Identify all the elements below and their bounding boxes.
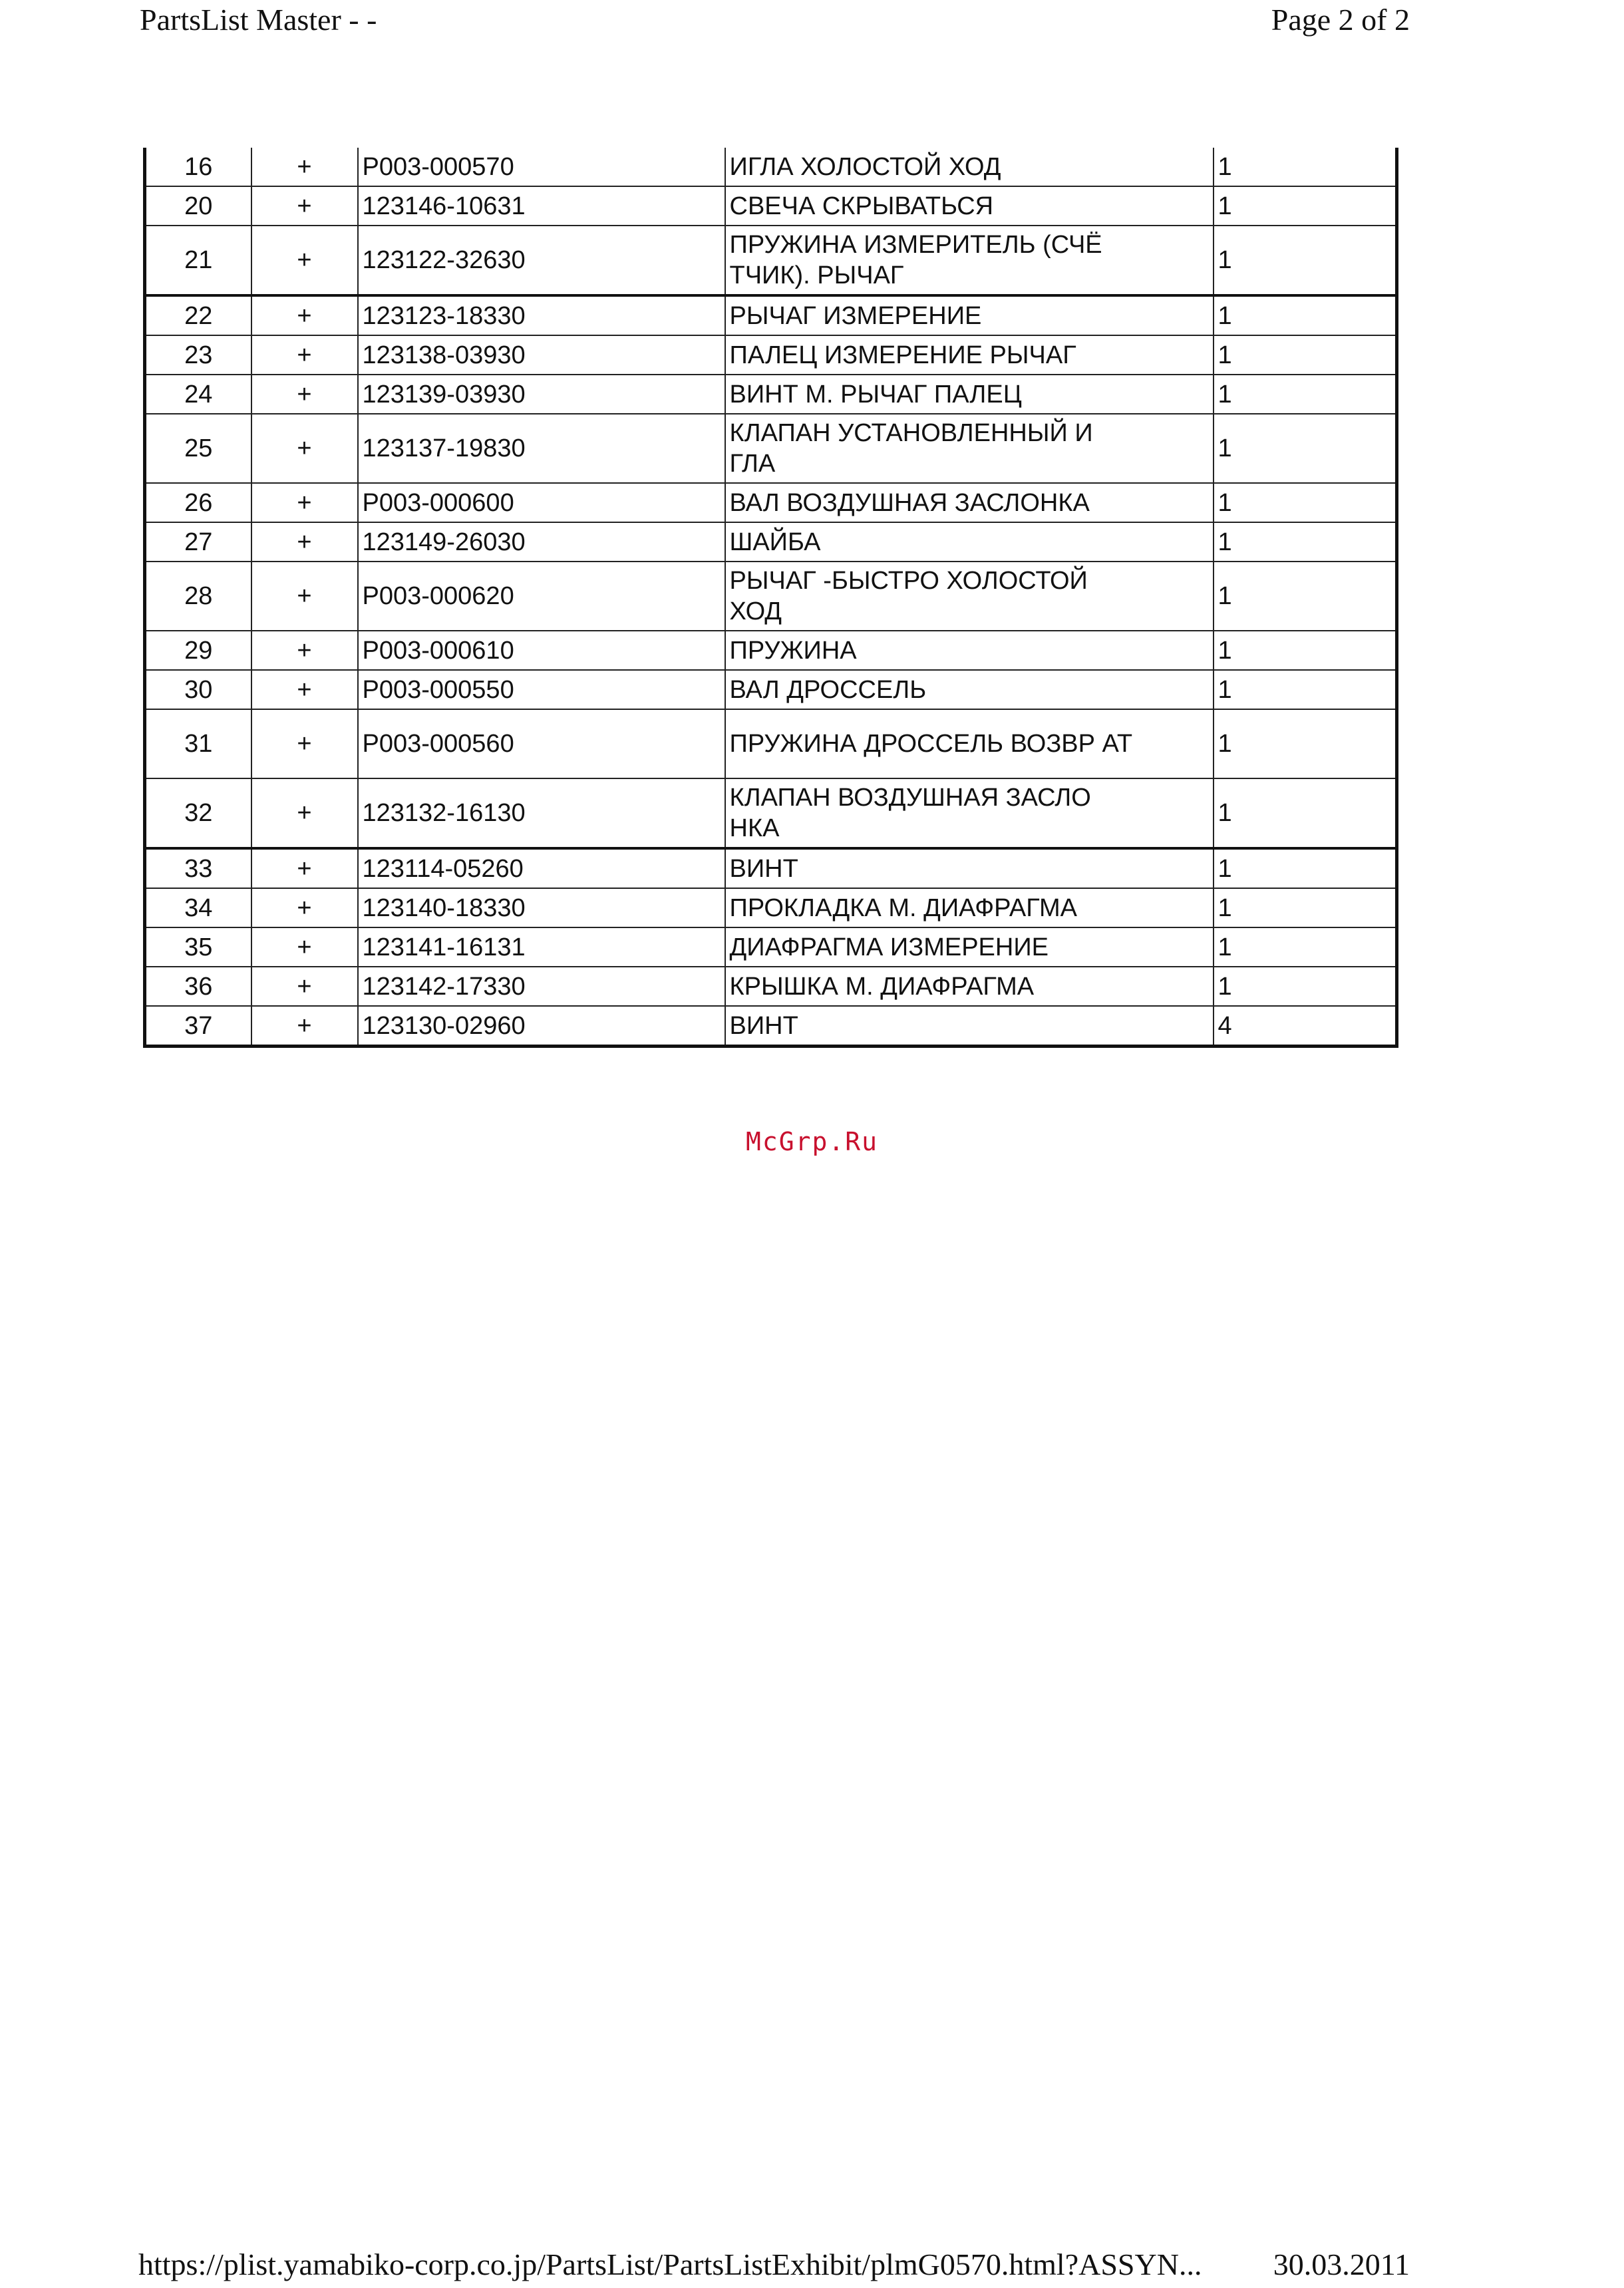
part-mark-cell: + bbox=[251, 670, 358, 709]
part-code-cell: 123142-17330 bbox=[358, 967, 725, 1006]
table-row bbox=[145, 562, 1397, 631]
part-number-cell: 34 bbox=[145, 888, 251, 927]
part-number-cell: 20 bbox=[145, 186, 251, 226]
part-name-cell: ПРУЖИНА bbox=[725, 631, 1214, 670]
part-mark-cell: + bbox=[251, 483, 358, 522]
part-number-cell: 25 bbox=[145, 414, 251, 483]
part-code-cell: 123122-32630 bbox=[358, 226, 725, 295]
page-number: Page 2 of 2 bbox=[1271, 3, 1410, 37]
part-qty-cell: 1 bbox=[1214, 414, 1397, 483]
table-row bbox=[145, 670, 1397, 709]
part-qty-cell: 1 bbox=[1214, 522, 1397, 562]
part-qty-cell: 1 bbox=[1214, 848, 1397, 888]
part-qty-cell: 1 bbox=[1214, 709, 1397, 778]
part-code-cell: 123149-26030 bbox=[358, 522, 725, 562]
part-code-cell: P003-000560 bbox=[358, 709, 725, 778]
part-qty-cell: 1 bbox=[1214, 562, 1397, 631]
document-title: PartsList Master - - bbox=[140, 3, 377, 37]
part-mark-cell: + bbox=[251, 709, 358, 778]
part-code-cell: 123141-16131 bbox=[358, 927, 725, 967]
table-row bbox=[145, 967, 1397, 1006]
part-number-cell: 23 bbox=[145, 335, 251, 375]
part-number-cell: 36 bbox=[145, 967, 251, 1006]
parts-table bbox=[143, 148, 1398, 1048]
part-name-cell: КРЫШКА М. ДИАФРАГМА bbox=[725, 967, 1214, 1006]
part-name-cell: ПРУЖИНА ДРОССЕЛЬ ВОЗВР АТ bbox=[725, 709, 1214, 778]
part-number-cell: 28 bbox=[145, 562, 251, 631]
part-name-cell: РЫЧАГ ИЗМЕРЕНИЕ bbox=[725, 295, 1214, 335]
part-qty-cell: 1 bbox=[1214, 670, 1397, 709]
part-number-cell: 27 bbox=[145, 522, 251, 562]
part-code-cell: 123130-02960 bbox=[358, 1006, 725, 1047]
table-row bbox=[145, 483, 1397, 522]
part-mark-cell: + bbox=[251, 631, 358, 670]
part-code-cell: P003-000620 bbox=[358, 562, 725, 631]
part-mark-cell: + bbox=[251, 186, 358, 226]
part-number-cell: 35 bbox=[145, 927, 251, 967]
part-qty-cell: 1 bbox=[1214, 295, 1397, 335]
table-row bbox=[145, 778, 1397, 848]
part-mark-cell: + bbox=[251, 226, 358, 295]
part-name-cell: ШАЙБА bbox=[725, 522, 1214, 562]
part-number-cell: 29 bbox=[145, 631, 251, 670]
table-row bbox=[145, 226, 1397, 295]
part-mark-cell: + bbox=[251, 335, 358, 375]
part-number-cell: 33 bbox=[145, 848, 251, 888]
part-code-cell: 123132-16130 bbox=[358, 778, 725, 848]
part-name-cell: КЛАПАН ВОЗДУШНАЯ ЗАСЛО НКА bbox=[725, 778, 1214, 848]
part-number-cell: 21 bbox=[145, 226, 251, 295]
part-mark-cell: + bbox=[251, 562, 358, 631]
part-qty-cell: 4 bbox=[1214, 1006, 1397, 1047]
part-mark-cell: + bbox=[251, 375, 358, 414]
table-row bbox=[145, 709, 1397, 778]
footer-date: 30.03.2011 bbox=[1273, 2247, 1410, 2281]
part-qty-cell: 1 bbox=[1214, 631, 1397, 670]
part-code-cell: 123140-18330 bbox=[358, 888, 725, 927]
part-qty-cell: 1 bbox=[1214, 148, 1397, 186]
table-row bbox=[145, 186, 1397, 226]
part-number-cell: 32 bbox=[145, 778, 251, 848]
watermark-link[interactable]: McGrp.Ru bbox=[745, 1127, 879, 1156]
part-qty-cell: 1 bbox=[1214, 335, 1397, 375]
part-qty-cell: 1 bbox=[1214, 226, 1397, 295]
part-mark-cell: + bbox=[251, 148, 358, 186]
part-mark-cell: + bbox=[251, 848, 358, 888]
part-qty-cell: 1 bbox=[1214, 927, 1397, 967]
part-code-cell: 123114-05260 bbox=[358, 848, 725, 888]
part-qty-cell: 1 bbox=[1214, 186, 1397, 226]
part-number-cell: 22 bbox=[145, 295, 251, 335]
part-code-cell: P003-000610 bbox=[358, 631, 725, 670]
table-row bbox=[145, 375, 1397, 414]
part-name-cell: ПАЛЕЦ ИЗМЕРЕНИЕ РЫЧАГ bbox=[725, 335, 1214, 375]
table-row bbox=[145, 522, 1397, 562]
part-number-cell: 37 bbox=[145, 1006, 251, 1047]
part-name-cell: ИГЛА ХОЛОСТОЙ ХОД bbox=[725, 148, 1214, 186]
part-code-cell: 123139-03930 bbox=[358, 375, 725, 414]
table-row bbox=[145, 927, 1397, 967]
table-row bbox=[145, 1006, 1397, 1047]
part-number-cell: 16 bbox=[145, 148, 251, 186]
part-number-cell: 31 bbox=[145, 709, 251, 778]
part-qty-cell: 1 bbox=[1214, 967, 1397, 1006]
part-mark-cell: + bbox=[251, 414, 358, 483]
part-name-cell: ВИНТ bbox=[725, 848, 1214, 888]
part-code-cell: 123137-19830 bbox=[358, 414, 725, 483]
part-number-cell: 30 bbox=[145, 670, 251, 709]
part-code-cell: P003-000600 bbox=[358, 483, 725, 522]
part-qty-cell: 1 bbox=[1214, 778, 1397, 848]
part-mark-cell: + bbox=[251, 522, 358, 562]
part-code-cell: 123123-18330 bbox=[358, 295, 725, 335]
part-name-cell: ДИАФРАГМА ИЗМЕРЕНИЕ bbox=[725, 927, 1214, 967]
part-mark-cell: + bbox=[251, 967, 358, 1006]
table-row bbox=[145, 335, 1397, 375]
part-number-cell: 24 bbox=[145, 375, 251, 414]
part-qty-cell: 1 bbox=[1214, 483, 1397, 522]
part-name-cell: СВЕЧА СКРЫВАТЬСЯ bbox=[725, 186, 1214, 226]
footer-url: https://plist.yamabiko-corp.co.jp/PartsList/PartsListExhibit/plmG0570.html?ASSYN... bbox=[138, 2247, 1202, 2281]
part-number-cell: 26 bbox=[145, 483, 251, 522]
part-mark-cell: + bbox=[251, 295, 358, 335]
table-row bbox=[145, 631, 1397, 670]
part-code-cell: P003-000550 bbox=[358, 670, 725, 709]
part-mark-cell: + bbox=[251, 778, 358, 848]
part-code-cell: P003-000570 bbox=[358, 148, 725, 186]
table-row bbox=[145, 295, 1397, 335]
part-qty-cell: 1 bbox=[1214, 375, 1397, 414]
part-name-cell: ВАЛ ВОЗДУШНАЯ ЗАСЛОНКА bbox=[725, 483, 1214, 522]
part-code-cell: 123138-03930 bbox=[358, 335, 725, 375]
table-row bbox=[145, 888, 1397, 927]
table-row bbox=[145, 414, 1397, 483]
part-name-cell: ПРОКЛАДКА М. ДИАФРАГМА bbox=[725, 888, 1214, 927]
part-mark-cell: + bbox=[251, 888, 358, 927]
part-name-cell: КЛАПАН УСТАНОВЛЕННЫЙ И ГЛА bbox=[725, 414, 1214, 483]
table-row bbox=[145, 148, 1397, 186]
part-name-cell: РЫЧАГ -БЫСТРО ХОЛОСТОЙ ХОД bbox=[725, 562, 1214, 631]
part-name-cell: ВИНТ bbox=[725, 1006, 1214, 1047]
part-code-cell: 123146-10631 bbox=[358, 186, 725, 226]
table-row bbox=[145, 848, 1397, 888]
part-qty-cell: 1 bbox=[1214, 888, 1397, 927]
part-name-cell: ПРУЖИНА ИЗМЕРИТЕЛЬ (СЧЁ ТЧИК). РЫЧАГ bbox=[725, 226, 1214, 295]
part-name-cell: ВАЛ ДРОССЕЛЬ bbox=[725, 670, 1214, 709]
part-mark-cell: + bbox=[251, 1006, 358, 1047]
part-name-cell: ВИНТ М. РЫЧАГ ПАЛЕЦ bbox=[725, 375, 1214, 414]
part-mark-cell: + bbox=[251, 927, 358, 967]
